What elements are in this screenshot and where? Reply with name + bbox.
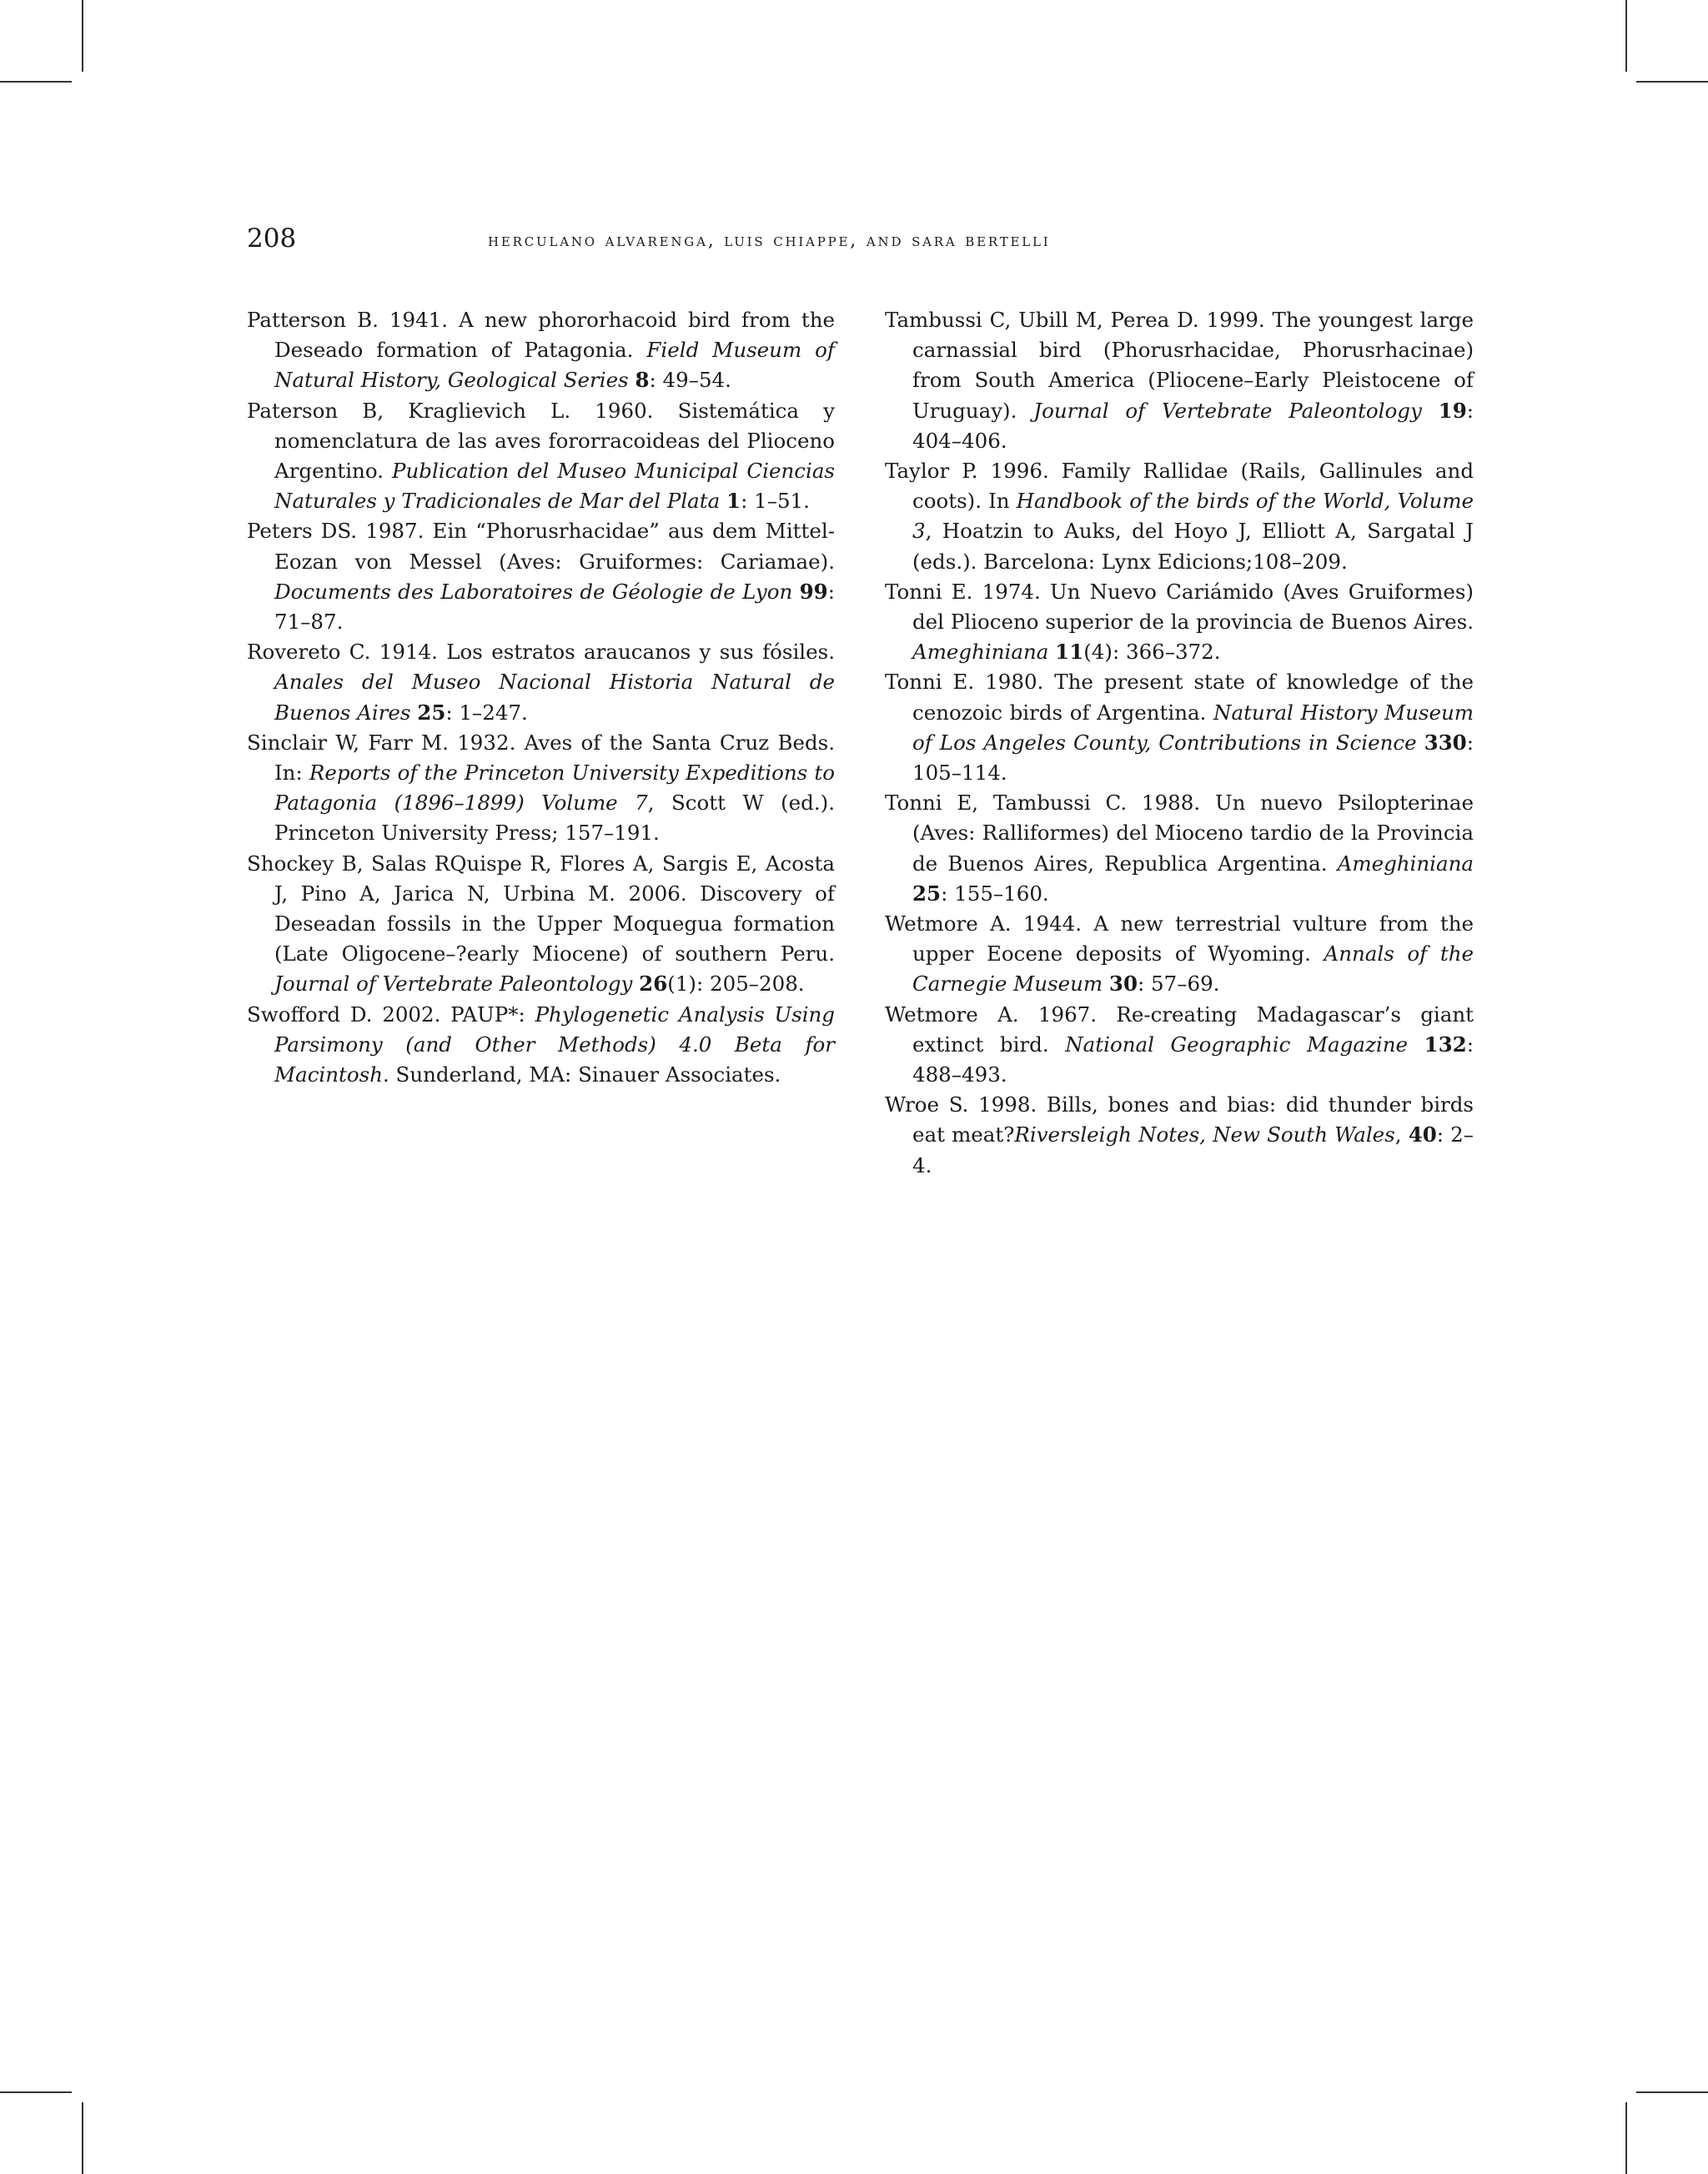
page-number: 208 [247,223,297,254]
crop-mark-top-right-vertical [1625,0,1627,72]
reference-entry: Shockey B, Salas RQuispe R, Flores A, Sargis E, Acosta J, Pino A, Jarica N, Urbina M. 2006. Discovery of Deseadan fossils in the Upper Moquegua formation (Late Oligocene–?early Miocene) of southern Peru. Journal of Vertebrate Paleontology 26(1): 205–208. [247,851,835,997]
crop-mark-bottom-left-vertical [82,2102,83,2174]
reference-entry: Peters DS. 1987. Ein “Phorusrhacidae” aus dem Mittel-Eozan von Messel (Aves: Gruiformes: Cariamae). Documents des Laboratoires de Géologie de Lyon 99: 71–87. [247,519,835,635]
reference-entry: Tonni E. 1980. The present state of knowledge of the cenozoic birds of Argentina. Natural History Museum of Los Angeles County, Contributions in Science 330: 105–114. [885,670,1474,786]
reference-entry: Sinclair W, Farr M. 1932. Aves of the Santa Cruz Beds. In: Reports of the Princeton University Expeditions to Patagonia (1896–1899) Volume 7, Scott W (ed.). Princeton University Press; 157–191. [247,730,835,846]
running-head-authors: herculano alvarenga, luis chiappe, and sara bertelli [488,230,1051,251]
crop-mark-top-right-horizontal [1636,81,1708,83]
reference-entry: Swofford D. 2002. PAUP*: Phylogenetic Analysis Using Parsimony (and Other Methods) 4.0 Beta for Macintosh. Sunderland, MA: Sinauer Associates. [247,1002,835,1087]
reference-entry: Wetmore A. 1967. Re-creating Madagascar’s giant extinct bird. National Geographic Magazine 132: 488–493. [885,1002,1474,1087]
reference-entry: Tonni E. 1974. Un Nuevo Cariámido (Aves Gruiformes) del Plioceno superior de la provincia de Buenos Aires. Ameghiniana 11(4): 366–372. [885,579,1474,665]
crop-mark-bottom-right-horizontal [1636,2091,1708,2093]
references-right-column [885,305,1474,1181]
crop-mark-bottom-left-horizontal [0,2091,72,2093]
reference-entry: Wetmore A. 1944. A new terrestrial vulture from the upper Eocene deposits of Wyoming. Annals of the Carnegie Museum 30: 57–69. [885,911,1474,997]
reference-entry: Tonni E, Tambussi C. 1988. Un nuevo Psilopterinae (Aves: Ralliformes) del Mioceno tardio de la Provincia de Buenos Aires, Republica Argentina. Ameghiniana 25: 155–160. [885,791,1474,906]
reference-entry: Taylor P. 1996. Family Rallidae (Rails, Gallinules and coots). In Handbook of the birds of the World, Volume 3, Hoatzin to Auks, del Hoyo J, Elliott A, Sargatal J (eds.). Barcelona: Lynx Edicions;108–209. [885,459,1474,574]
references-left-column [247,305,835,1090]
crop-mark-top-left-horizontal [0,81,72,83]
reference-entry: Patterson B. 1941. A new phororhacoid bird from the Deseado formation of Patagonia. Field Museum of Natural History, Geological Series 8: 49–54. [247,308,835,393]
crop-mark-top-left-vertical [82,0,83,72]
reference-entry: Rovereto C. 1914. Los estratos araucanos y sus fósiles. Anales del Museo Nacional Historia Natural de Buenos Aires 25: 1–247. [247,640,835,725]
reference-entry: Tambussi C, Ubill M, Perea D. 1999. The youngest large carnassial bird (Phorusrhacidae, Phorusrhacinae) from South America (Pliocene–Early Pleistocene of Uruguay). Journal of Vertebrate Paleontology 19: 404–406. [885,308,1474,453]
reference-entry: Wroe S. 1998. Bills, bones and bias: did thunder birds eat meat?Riversleigh Notes, New South Wales, 40: 2–4. [885,1092,1474,1177]
crop-mark-bottom-right-vertical [1625,2102,1627,2174]
reference-entry: Paterson B, Kraglievich L. 1960. Sistemática y nomenclatura de las aves fororracoideas del Plioceno Argentino. Publication del Museo Municipal Ciencias Naturales y Tradicionales de Mar del Plata 1: 1–51. [247,398,835,514]
